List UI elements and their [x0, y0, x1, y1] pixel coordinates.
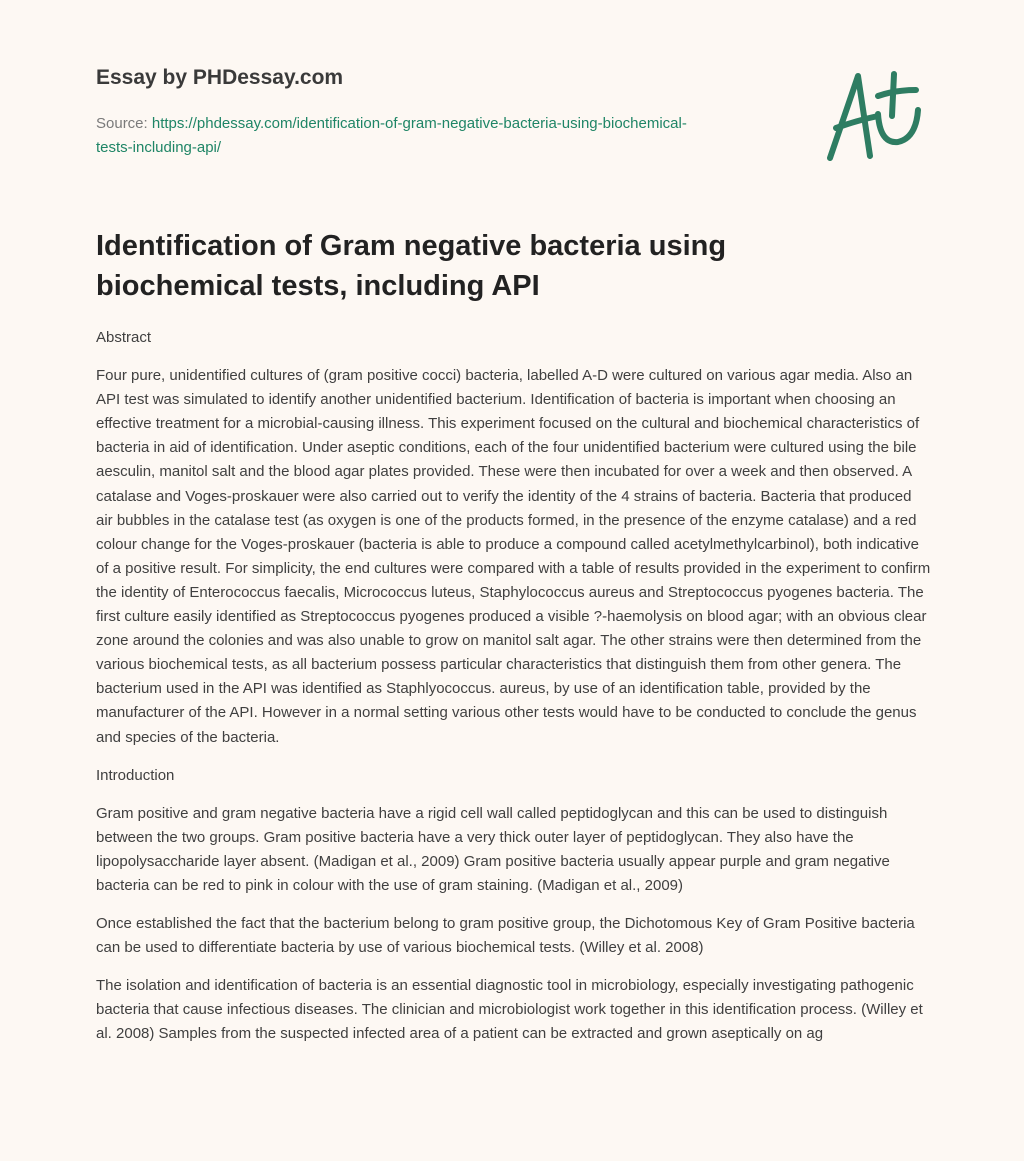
- intro-paragraph-3: The isolation and identification of bacteria is an essential diagnostic tool in microbiology, especially investigating pathogenic bacteria that cause infectious diseases. The clinician and microbiologist work together in this identification process. (Willey et al. 2008) Samples from the suspected infected area of a patient can be extracted and grown aseptically on ag: [96, 977, 923, 1043]
- intro-paragraph-1: Gram positive and gram negative bacteria have a rigid cell wall called peptidoglycan and this can be used to distinguish between the two groups. Gram positive bacteria have a very thick outer layer of peptidoglycan. They also have the lipopolysaccharide layer absent. (Madigan et al., 2009) Gram positive bacteria usually appear purple and gram negative bacteria can be red to pink in colour with the use of gram staining. (Madigan et al., 2009): [96, 804, 890, 894]
- source-link[interactable]: https://phdessay.com/identification-of-gram-negative-bacteria-using-biochemical-tests-including-api/: [96, 115, 687, 156]
- section-heading-introduction: Introduction: [96, 766, 175, 784]
- intro-paragraph-2: Once established the fact that the bacterium belong to gram positive group, the Dichotomous Key of Gram Positive bacteria can be used to differentiate bacteria by use of various biochemical tests. (Willey et al. 2008): [96, 915, 915, 957]
- abstract-paragraph: Four pure, unidentified cultures of (gram positive cocci) bacteria, labelled A-D were cultured on various agar media. Also an API test was simulated to identify another unidentified bacterium. Identification of bacteria is important when choosing an effective treatment for a microbial-causing illness. This experiment focused on the cultural and biochemical characteristics of bacteria in aid of identification. Under aseptic conditions, each of the four unidentified bacterium were cultured using the bile aesculin, manitol salt and the blood agar plates provided. These were then incubated for over a week and then observed. A catalase and Voges-proskauer were also carried out to verify the identity of the 4 strains of bacteria. Bacteria that produced air bubbles in the catalase test (as oxygen is one of the products formed, in the presence of the enzyme catalase) and a red colour change for the Voges-proskauer (bacteria is able to produce a compound called acetylmethylcarbinol), both indicative of a positive result. For simplicity, the end cultures were compared with a table of results provided in the experiment to confirm the identity of Enterococcus faecalis, Micrococcus luteus, Staphylococcus aureus and Streptococcus pyogenes bacteria. The first culture easily identified as Streptococcus pyogenes produced a visible ?-haemolysis on blood agar; with an obvious clear zone around the colonies and was also unable to grow on manitol salt agar. The other strains were then determined from the various biochemical tests, as all bacterium possess particular characteristics that distinguish them from other genera. The bacterium used in the API was identified as Staphlyococcus. aureus, by use of an identification table, provided by the manufacturer of the API. However in a normal setting various other tests would have to be conducted to conclude the genus and species of the bacteria.: [96, 367, 931, 746]
- site-brand: Essay by PHDessay.com: [96, 66, 344, 89]
- source-line: [96, 112, 696, 160]
- essay-title: Identification of Gram negative bacteria using biochemical tests, including API: [96, 230, 727, 302]
- a-plus-logo-icon: [820, 66, 930, 166]
- section-heading-abstract: Abstract: [96, 329, 152, 346]
- essay-body: [96, 326, 932, 1061]
- source-label: Source:: [96, 115, 148, 132]
